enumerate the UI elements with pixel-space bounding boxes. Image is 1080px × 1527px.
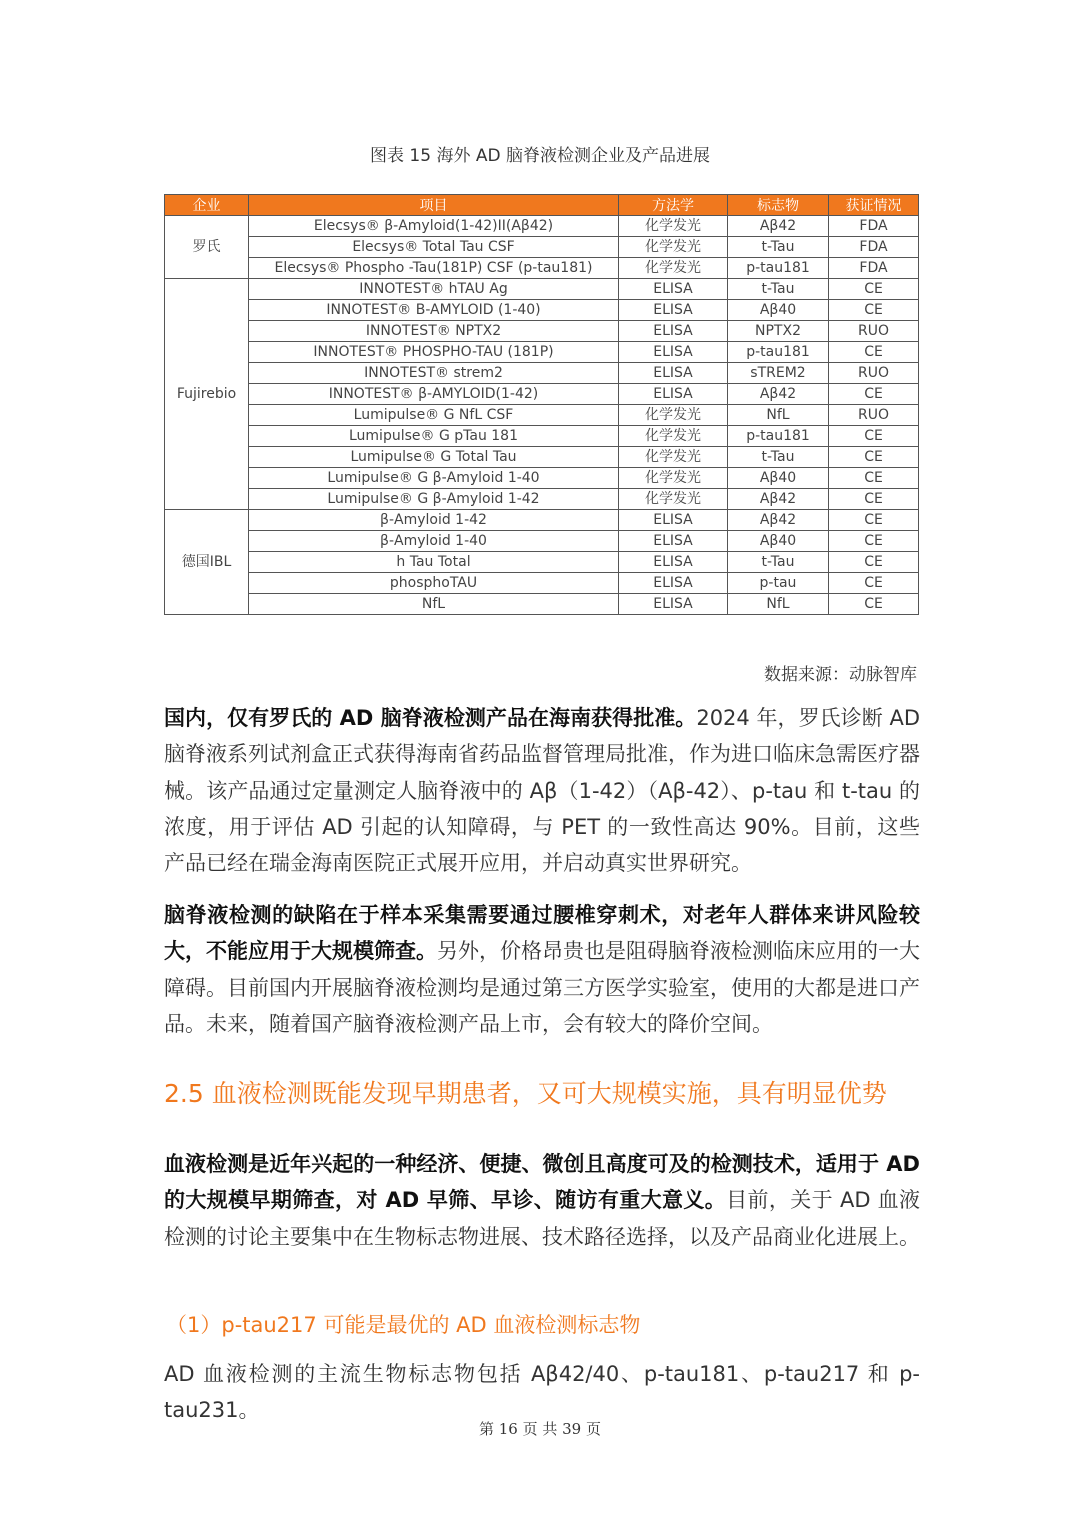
table-row	[165, 594, 919, 615]
subsection-heading: （1）p-tau217 可能是最优的 AD 血液检测标志物	[166, 1313, 641, 1337]
method-cell: 化学发光	[619, 489, 728, 510]
table-body	[165, 216, 919, 615]
table-row	[165, 531, 919, 552]
data-source: 数据来源：动脉智库	[764, 665, 917, 685]
paragraph-4: AD 血液检测的主流生物标志物包括 Aβ42/40、p-tau181、p-tau217 和 p-tau231。	[164, 1362, 920, 1423]
table-row	[165, 489, 919, 510]
method-cell: ELISA	[619, 594, 728, 615]
paragraph-1-text: 2024 年，罗氏诊断 AD 脑脊液系列试剂盒正式获得海南省药品监督管理局批准，作为进口临床急需医疗器械。该产品通过定量测定人脑脊液中的 Aβ（1-42）（Aβ-42）、p-tau 和 t-tau 的浓度，用于评估 AD 引起的认知障碍，与 PET 的一致性高达 90%。目前，这些产品已经在瑞金海南医院正式展开应用，并启动真实世界研究。	[164, 706, 920, 876]
project-cell: Lumipulse® G NfL CSF	[249, 405, 619, 426]
method-cell: 化学发光	[619, 216, 728, 237]
certification-cell: CE	[829, 426, 919, 447]
method-cell: ELISA	[619, 552, 728, 573]
method-cell: ELISA	[619, 510, 728, 531]
paragraph-2	[164, 897, 920, 1042]
project-cell: Lumipulse® G β-Amyloid 1-42	[249, 489, 619, 510]
method-cell: ELISA	[619, 573, 728, 594]
table-row	[165, 363, 919, 384]
project-cell: Elecsys® Total Tau CSF	[249, 237, 619, 258]
project-cell: β-Amyloid 1-42	[249, 510, 619, 531]
method-cell: 化学发光	[619, 447, 728, 468]
certification-cell: CE	[829, 384, 919, 405]
table-row	[165, 279, 919, 300]
marker-cell: NPTX2	[728, 321, 829, 342]
method-cell: ELISA	[619, 279, 728, 300]
marker-cell: p-tau181	[728, 426, 829, 447]
company-cell: Fujirebio	[165, 279, 249, 510]
table-row	[165, 468, 919, 489]
marker-cell: p-tau	[728, 573, 829, 594]
table-row	[165, 300, 919, 321]
certification-cell: CE	[829, 468, 919, 489]
certification-cell: CE	[829, 594, 919, 615]
certification-cell: RUO	[829, 405, 919, 426]
method-cell: 化学发光	[619, 405, 728, 426]
method-cell: 化学发光	[619, 258, 728, 279]
certification-cell: CE	[829, 510, 919, 531]
project-cell: h Tau Total	[249, 552, 619, 573]
certification-cell: CE	[829, 489, 919, 510]
marker-cell: NfL	[728, 594, 829, 615]
table-row	[165, 342, 919, 363]
project-cell: Elecsys® β-Amyloid(1-42)II(Aβ42)	[249, 216, 619, 237]
table-row	[165, 447, 919, 468]
paragraph-2-text: 另外，价格昂贵也是阻碍脑脊液检测临床应用的一大障碍。目前国内开展脑脊液检测均是通过第三方医学实验室，使用的大都是进口产品。未来，随着国产脑脊液检测产品上市，会有较大的降价空间。	[164, 939, 920, 1036]
certification-cell: RUO	[829, 321, 919, 342]
header-certification: 获证情况	[829, 195, 919, 216]
table-row	[165, 321, 919, 342]
marker-cell: p-tau181	[728, 258, 829, 279]
table-row	[165, 384, 919, 405]
project-cell: INNOTEST® NPTX2	[249, 321, 619, 342]
certification-cell: CE	[829, 552, 919, 573]
table-row	[165, 237, 919, 258]
project-cell: Lumipulse® G β-Amyloid 1-40	[249, 468, 619, 489]
certification-cell: CE	[829, 342, 919, 363]
paragraph-3-text: 目前，关于 AD 血液检测的讨论主要集中在生物标志物进展、技术路径选择，以及产品商业化进展上。	[164, 1188, 920, 1249]
certification-cell: RUO	[829, 363, 919, 384]
table-row	[165, 216, 919, 237]
table-row	[165, 426, 919, 447]
certification-cell: CE	[829, 573, 919, 594]
marker-cell: Aβ40	[728, 468, 829, 489]
paragraph-3	[164, 1146, 920, 1255]
marker-cell: t-Tau	[728, 552, 829, 573]
certification-cell: CE	[829, 300, 919, 321]
header-company: 企业	[165, 195, 249, 216]
marker-cell: t-Tau	[728, 447, 829, 468]
paragraph-2-bold: 脑脊液检测的缺陷在于样本采集需要通过腰椎穿刺术，对老年人群体来讲风险较大，不能应用于大规模筛查。	[164, 903, 920, 964]
page-number: 第 16 页 共 39 页	[478, 1420, 601, 1438]
table-row	[165, 510, 919, 531]
paragraph-3-bold: 血液检测是近年兴起的一种经济、便捷、微创且高度可及的检测技术，适用于 AD 的大规模早期筛查，对 AD 早筛、早诊、随访有重大意义。	[164, 1152, 920, 1213]
marker-cell: Aβ40	[728, 300, 829, 321]
project-cell: INNOTEST® β-AMYLOID(1-42)	[249, 384, 619, 405]
project-cell: INNOTEST® hTAU Ag	[249, 279, 619, 300]
project-cell: β-Amyloid 1-40	[249, 531, 619, 552]
marker-cell: t-Tau	[728, 237, 829, 258]
method-cell: ELISA	[619, 531, 728, 552]
table-row	[165, 552, 919, 573]
method-cell: ELISA	[619, 300, 728, 321]
company-cell: 德国IBL	[165, 510, 249, 615]
project-cell: Lumipulse® G Total Tau	[249, 447, 619, 468]
project-cell: INNOTEST® B-AMYLOID (1-40)	[249, 300, 619, 321]
marker-cell: sTREM2	[728, 363, 829, 384]
marker-cell: NfL	[728, 405, 829, 426]
section-heading: 2.5 血液检测既能发现早期患者，又可大规模实施，具有明显优势	[164, 1079, 887, 1108]
certification-cell: CE	[829, 447, 919, 468]
paragraph-1-bold: 国内，仅有罗氏的 AD 脑脊液检测产品在海南获得批准。	[164, 706, 697, 730]
table-row	[165, 258, 919, 279]
method-cell: ELISA	[619, 384, 728, 405]
header-method: 方法学	[619, 195, 728, 216]
certification-cell: CE	[829, 279, 919, 300]
method-cell: ELISA	[619, 321, 728, 342]
marker-cell: p-tau181	[728, 342, 829, 363]
method-cell: ELISA	[619, 342, 728, 363]
method-cell: 化学发光	[619, 426, 728, 447]
table-row	[165, 573, 919, 594]
marker-cell: Aβ42	[728, 489, 829, 510]
marker-cell: Aβ42	[728, 510, 829, 531]
marker-cell: t-Tau	[728, 279, 829, 300]
project-cell: phosphoTAU	[249, 573, 619, 594]
header-marker: 标志物	[728, 195, 829, 216]
certification-cell: FDA	[829, 258, 919, 279]
marker-cell: Aβ40	[728, 531, 829, 552]
certification-cell: FDA	[829, 237, 919, 258]
project-cell: INNOTEST® strem2	[249, 363, 619, 384]
marker-cell: Aβ42	[728, 384, 829, 405]
header-project: 项目	[249, 195, 619, 216]
marker-cell: Aβ42	[728, 216, 829, 237]
method-cell: 化学发光	[619, 468, 728, 489]
project-cell: Elecsys® Phospho -Tau(181P) CSF (p-tau181)	[249, 258, 619, 279]
paragraph-1	[164, 700, 920, 881]
figure-caption: 图表 15 海外 AD 脑脊液检测企业及产品进展	[370, 146, 710, 166]
method-cell: ELISA	[619, 363, 728, 384]
company-cell: 罗氏	[165, 216, 249, 279]
product-table	[164, 194, 919, 615]
project-cell: INNOTEST® PHOSPHO-TAU (181P)	[249, 342, 619, 363]
project-cell: NfL	[249, 594, 619, 615]
certification-cell: CE	[829, 531, 919, 552]
table-header-row	[165, 195, 919, 216]
method-cell: 化学发光	[619, 237, 728, 258]
table-row	[165, 405, 919, 426]
certification-cell: FDA	[829, 216, 919, 237]
project-cell: Lumipulse® G pTau 181	[249, 426, 619, 447]
